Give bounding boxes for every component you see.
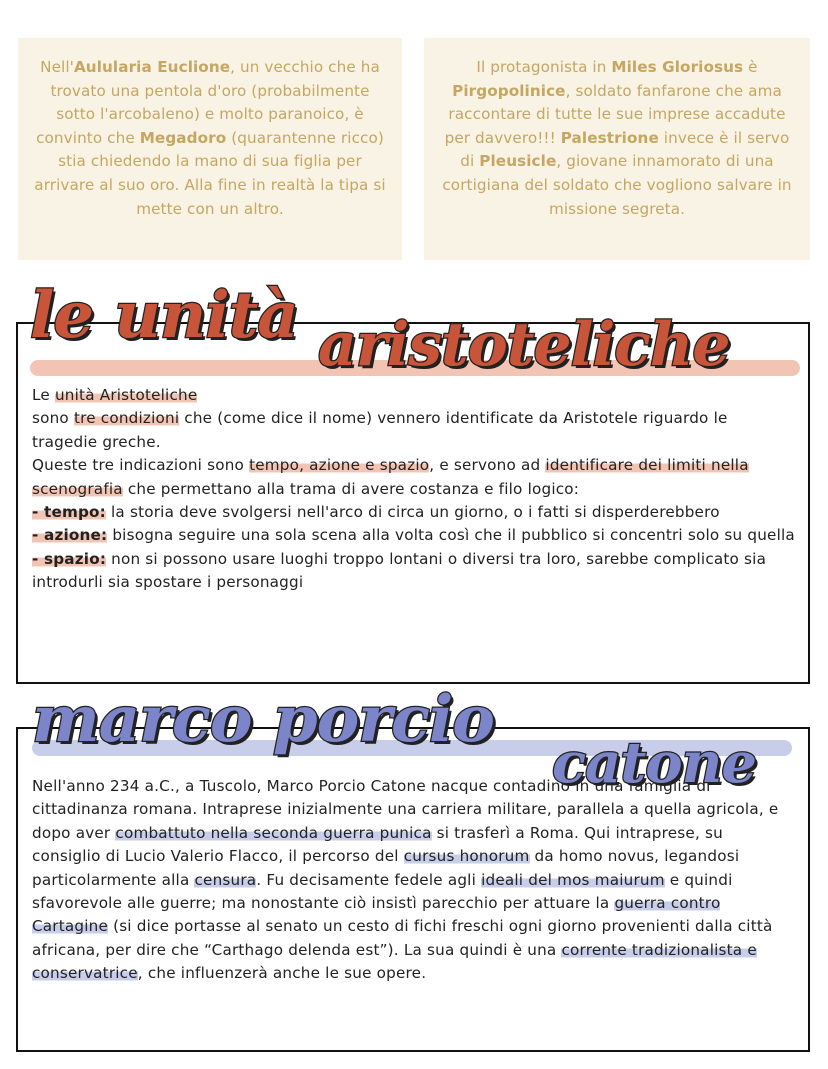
- list-item-spazio: [32, 548, 796, 595]
- list-item-azione: [32, 524, 796, 547]
- note-keyword: Megadoro: [139, 128, 227, 147]
- note-text: (quarantenne ricco) stia chiedendo la mano di sua figlia per arrivare al suo oro. Alla fine in realtà la tipa si mette con un altro.: [34, 128, 386, 218]
- text: sono: [32, 409, 74, 428]
- highlight: ideali del mos maiurum: [481, 870, 665, 889]
- note-keyword: Aulularia Euclione: [73, 58, 231, 76]
- note-text: Nell': [40, 58, 74, 76]
- note-text: Il protagonista in: [476, 58, 612, 76]
- note-keyword: Pleusicle: [479, 152, 557, 171]
- highlight: unità Aristoteliche: [54, 386, 198, 404]
- note-card-aulularia: [18, 38, 402, 260]
- text: che permettano alla trama di avere costanza e filo logico:: [122, 479, 580, 498]
- text: che (come dice il nome) vennero identificate da Aristotele riguardo le tragedie greche.: [32, 409, 728, 451]
- note-text: , soldato fanfarone che ama raccontare di tutte le sue imprese accadute per davvero!!!: [444, 81, 786, 147]
- text: , che influenzerà anche le sue opere.: [137, 964, 427, 983]
- text: . Fu decisamente fedele agli: [256, 870, 482, 889]
- highlight: cursus honorum: [403, 847, 530, 866]
- text: Queste tre indicazioni sono: [32, 456, 250, 475]
- text: e quindi sfavorevole alle guerre; ma nonostante ciò insistì parecchio per attuare la: [32, 870, 733, 913]
- list-item-tempo: [32, 501, 796, 524]
- list-label: - tempo:: [32, 503, 106, 522]
- list-label: - azione:: [32, 526, 108, 545]
- text: si trasferì a Roma. Qui intraprese, su consiglio di Lucio Valerio Flacco, il percorso del: [32, 823, 723, 866]
- section-title-marco-porcio: marco porcio: [32, 682, 494, 757]
- section-title-catone: catone: [552, 730, 756, 796]
- highlight: guerra contro Cartagine: [32, 894, 721, 936]
- highlight: censura: [194, 870, 257, 889]
- note-keyword: Pirgopolinice: [452, 81, 566, 100]
- text: bisogna seguire una sola scena alla volta così che il pubblico si concentri solo su quella: [107, 526, 795, 545]
- note-keyword: Miles Gloriosus: [611, 58, 744, 76]
- text: (si dice portasse al senato un cesto di fichi freschi ogni giorno provenienti dalla città africana, per dire che “Carthago delenda est”). La sua quindi è una: [32, 917, 773, 959]
- text: non si possono usare luoghi troppo lontani o diversi tra loro, sarebbe complicato sia introdurli sia spostare i personaggi: [32, 549, 767, 592]
- note-keyword: Palestrione: [560, 128, 659, 147]
- highlight: tre condizioni: [73, 409, 180, 428]
- text: , e servono ad: [429, 456, 546, 475]
- highlight: tempo, azione e spazio: [249, 456, 430, 475]
- text: la storia deve svolgersi nell'arco di circa un giorno, o i fatti si disperderebbero: [105, 503, 720, 522]
- paragraph-line: [32, 384, 796, 407]
- highlight: combattuto nella seconda guerra punica: [115, 823, 432, 842]
- paragraph-line: [32, 454, 796, 501]
- note-text: invece è il servo di: [460, 128, 790, 171]
- section-title-aristoteliche: aristoteliche: [318, 310, 730, 380]
- paragraph-line: [32, 407, 796, 454]
- text: Nell'anno 234 a.C., a Tuscolo, Marco Porcio Catone nacque contadino in una famiglia di cittadinanza romana. Intraprese inizialmente una carriera militare, parallela a quella agricola, e dopo aver: [32, 777, 779, 842]
- text: Le: [32, 386, 55, 404]
- note-text: , un vecchio che ha trovato una pentola d'oro (probabilmente sotto l'arcobaleno) e molto paranoico, è convinto che: [36, 58, 380, 147]
- note-text: , giovane innamorato di una cortigiana del soldato che vogliono salvare in missione segreta.: [442, 152, 792, 218]
- section-body: [32, 775, 796, 986]
- note-card-miles-gloriosus: [424, 38, 810, 260]
- text: da homo novus, legandosi particolarmente alla: [32, 847, 740, 889]
- list-label: - spazio:: [32, 549, 107, 568]
- section-title-le-unita: le unità: [30, 278, 298, 353]
- section-body: [32, 384, 796, 595]
- highlight: identificare dei limiti nella scenografia: [32, 456, 749, 498]
- highlight: corrente tradizionalista e conservatrice: [32, 940, 757, 983]
- note-text: è: [743, 58, 758, 76]
